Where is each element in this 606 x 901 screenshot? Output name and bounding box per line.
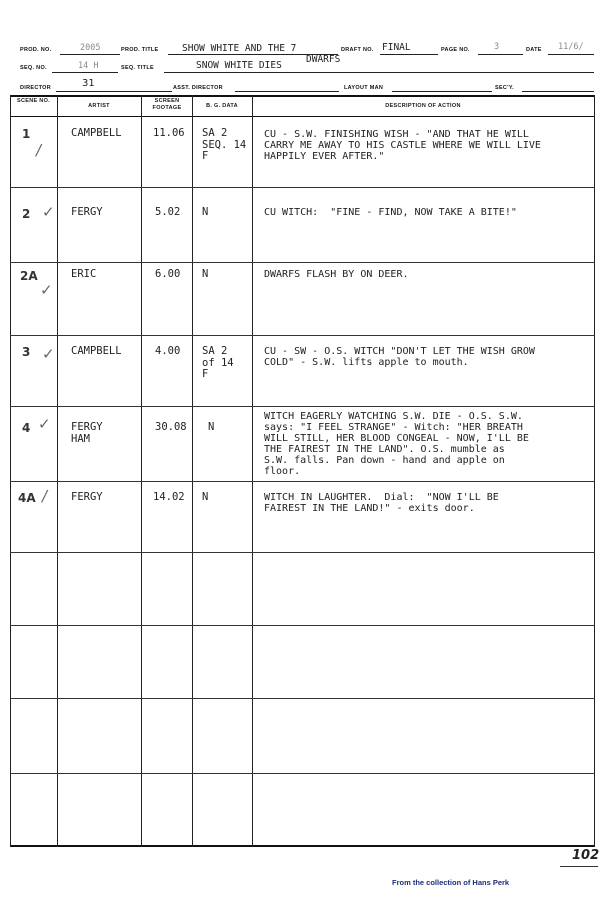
checkmark-icon: ✓	[38, 415, 51, 433]
seq-no-label: SEQ. NO.	[20, 65, 47, 71]
bg-cell: SA 2 of 14 F	[202, 345, 234, 380]
artist-cell: FERGY	[71, 206, 103, 218]
description-cell: WITCH IN LAUGHTER. Dial: "NOW I'LL BE FAIREST IN THE LAND!" - exits door.	[264, 492, 499, 514]
footage-cell: 5.02	[155, 206, 181, 218]
seq-title-value: SNOW WHITE DIES	[196, 60, 282, 71]
page-no-value: 3	[494, 42, 500, 52]
description-cell: CU - S.W. FINISHING WISH - "AND THAT HE WILL CARRY ME AWAY TO HIS CASTLE WHERE WE WILL LIVE HAPPILY EVER AFTER."	[264, 129, 541, 162]
footage-cell: 4.00	[155, 345, 181, 357]
director-label: DIRECTOR	[20, 85, 52, 91]
scene-number: 1	[22, 127, 31, 141]
director-value: 31	[82, 78, 95, 89]
col-header-bg: B. G. DATA	[206, 103, 238, 109]
checkmark-icon: ✓	[40, 281, 53, 299]
draft-no-value: FINAL	[382, 42, 411, 53]
description-cell: WITCH EAGERLY WATCHING S.W. DIE - O.S. S.W. says: "I FEEL STRANGE" - Witch: "HER BREATH WILL STILL, HER BLOOD CONGEAL - NOW, I'LL BE THE FAIREST IN THE LAND". O.S. mumble as S.W. falls. Pan down - hand and apple on floor.	[264, 411, 529, 477]
col-header-footage: SCREEN FOOTAGE	[152, 98, 182, 111]
footage-cell: 14.02	[153, 491, 185, 503]
prod-title-value: SHOW WHITE AND THE 7	[182, 43, 297, 54]
seq-no-value: 14 H	[78, 61, 99, 71]
description-cell: CU WITCH: "FINE - FIND, NOW TAKE A BITE!"	[264, 207, 517, 218]
bg-cell: N	[202, 206, 209, 218]
checkmark-icon: ✓	[42, 345, 55, 363]
prod-title-label: PROD. TITLE	[121, 47, 159, 53]
bg-cell: N	[202, 268, 209, 280]
description-cell: CU - SW - O.S. WITCH "DON'T LET THE WISH GROW COLD" - S.W. lifts apple to mouth.	[264, 346, 535, 368]
page-number: 102	[572, 848, 600, 863]
footage-cell: 6.00	[155, 268, 181, 280]
bg-cell: N	[202, 491, 209, 503]
collection-credit: From the collection of Hans Perk	[392, 878, 510, 887]
bg-cell: SA 2 SEQ. 14 F	[202, 127, 247, 162]
prod-title-value-continued: DWARFS	[306, 54, 341, 65]
col-header-description: DESCRIPTION OF ACTION	[385, 103, 461, 109]
bg-cell: N	[208, 421, 215, 433]
artist-cell: ERIC	[71, 268, 97, 280]
draft-no-label: DRAFT NO.	[341, 47, 374, 53]
scene-number: 3	[22, 345, 31, 359]
checkmark-icon: /	[36, 141, 42, 159]
footage-cell: 11.06	[153, 127, 185, 139]
col-header-scene: SCENE NO.	[17, 98, 50, 104]
secy-label: SEC'Y.	[495, 85, 515, 91]
checkmark-icon: /	[42, 487, 48, 505]
artist-cell: CAMPBELL	[71, 127, 122, 139]
date-label: DATE	[526, 47, 542, 53]
description-cell: DWARFS FLASH BY ON DEER.	[264, 269, 409, 280]
layout-man-label: LAYOUT MAN	[344, 85, 384, 91]
page-no-label: PAGE NO.	[441, 47, 470, 53]
scene-number: 2	[22, 207, 31, 221]
checkmark-icon: ✓	[42, 203, 55, 221]
artist-cell: CAMPBELL	[71, 345, 122, 357]
scene-number: 2A	[20, 269, 38, 283]
seq-title-label: SEQ. TITLE	[121, 65, 154, 71]
action-table	[10, 95, 595, 847]
artist-cell: FERGY	[71, 491, 103, 503]
col-header-artist: ARTIST	[88, 103, 110, 109]
artist-cell: FERGY HAM	[71, 421, 103, 445]
footage-cell: 30.08	[155, 421, 187, 433]
asst-director-label: ASST. DIRECTOR	[173, 85, 223, 91]
prod-no-label: PROD. NO.	[20, 47, 52, 53]
prod-no-value: 2005	[80, 43, 101, 53]
date-value: 11/6/	[558, 42, 584, 52]
scene-number: 4A	[18, 491, 36, 505]
scene-number: 4	[22, 421, 31, 435]
